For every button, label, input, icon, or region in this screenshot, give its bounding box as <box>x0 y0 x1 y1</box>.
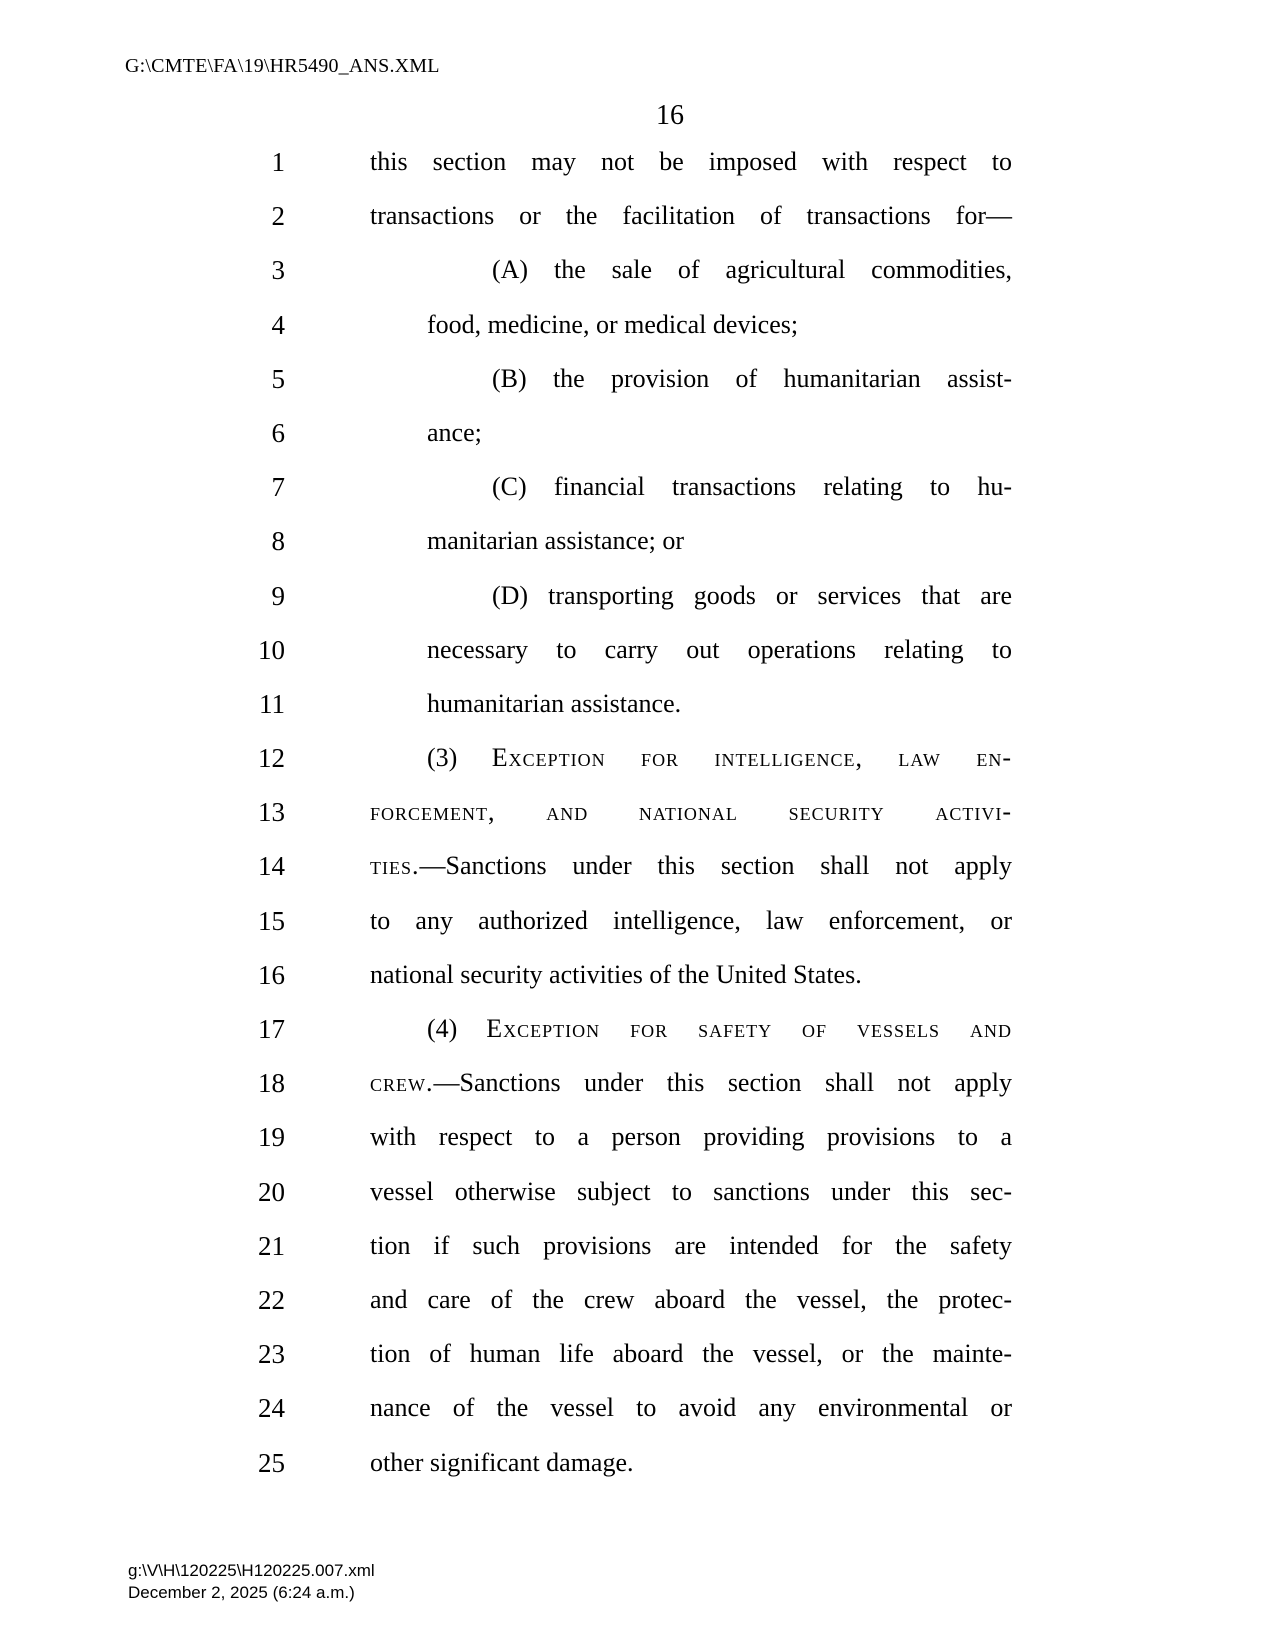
text-segment: (A) the sale of agricultural commodities, <box>492 255 1012 285</box>
line-text <box>370 189 1012 243</box>
small-caps-segment: crew. <box>370 1068 434 1098</box>
small-caps-segment: forcement, and national security activi- <box>370 797 1012 827</box>
line-number: 12 <box>258 743 285 774</box>
line-text <box>370 1381 1012 1435</box>
text-segment: manitarian assistance; or <box>427 526 685 556</box>
text-line <box>0 1002 1275 1056</box>
text-segment: transactions or the facilitation of transactions for— <box>370 201 1012 231</box>
page-number: 16 <box>656 100 684 131</box>
line-text <box>370 135 1012 189</box>
line-number: 7 <box>271 472 285 503</box>
text-segment: tion of human life aboard the vessel, or the mainte- <box>370 1339 1012 1369</box>
line-number: 16 <box>258 959 285 990</box>
small-caps-segment: Exception for safety of vessels and <box>486 1014 1012 1043</box>
line-number: 22 <box>258 1284 285 1315</box>
line-text <box>427 514 1012 568</box>
line-text <box>492 243 1012 297</box>
text-segment: humanitarian assistance. <box>427 688 682 718</box>
text-line <box>0 460 1275 514</box>
text-line <box>0 1273 1275 1327</box>
line-text <box>370 1165 1012 1219</box>
text-line <box>0 623 1275 677</box>
text-segment: national security activities of the United States. <box>370 959 862 989</box>
text-segment: and care of the crew aboard the vessel, the protec- <box>370 1284 1012 1314</box>
line-text <box>492 569 1012 623</box>
line-text <box>370 1056 1012 1110</box>
line-number: 24 <box>258 1393 285 1424</box>
footer-file-path: g:\V\H\120225\H120225.007.xml <box>128 1561 375 1580</box>
line-text <box>427 1002 1012 1056</box>
text-line <box>0 1436 1275 1490</box>
line-number: 19 <box>258 1122 285 1153</box>
text-line <box>0 948 1275 1002</box>
line-number: 25 <box>258 1447 285 1478</box>
small-caps-segment: ties. <box>370 851 420 881</box>
line-number: 6 <box>271 417 285 448</box>
line-number: 13 <box>258 797 285 828</box>
text-line <box>0 243 1275 297</box>
line-number: 17 <box>258 1014 285 1044</box>
footer-timestamp: December 2, 2025 (6:24 a.m.) <box>128 1583 355 1602</box>
text-segment: (3) <box>427 743 492 773</box>
text-segment: vessel otherwise subject to sanctions under this sec- <box>370 1176 1012 1206</box>
line-text <box>427 731 1012 785</box>
text-line <box>0 677 1275 731</box>
line-number: 14 <box>258 851 285 882</box>
text-segment: tion if such provisions are intended for the safety <box>370 1230 1012 1260</box>
line-number: 18 <box>258 1068 285 1099</box>
line-text <box>370 948 1012 1002</box>
text-segment: food, medicine, or medical devices; <box>427 309 799 339</box>
text-segment: nance of the vessel to avoid any environmental or <box>370 1393 1012 1423</box>
text-segment: other significant damage. <box>370 1447 634 1477</box>
text-line <box>0 189 1275 243</box>
line-text <box>370 1110 1012 1164</box>
text-line <box>0 569 1275 623</box>
text-line <box>0 352 1275 406</box>
line-number: 23 <box>258 1339 285 1370</box>
line-text <box>427 298 1012 352</box>
text-line <box>0 298 1275 352</box>
text-segment: —Sanctions under this section shall not apply <box>419 851 1012 881</box>
line-number: 20 <box>258 1176 285 1207</box>
text-line <box>0 894 1275 948</box>
text-line <box>0 1381 1275 1435</box>
line-number: 11 <box>259 688 285 719</box>
text-line <box>0 839 1275 893</box>
small-caps-segment: Exception for intelligence, law en- <box>491 743 1012 773</box>
line-number: 21 <box>258 1230 285 1261</box>
line-text <box>427 406 1012 460</box>
text-line <box>0 135 1275 189</box>
text-line <box>0 731 1275 785</box>
text-line <box>0 1219 1275 1273</box>
text-line <box>0 406 1275 460</box>
line-text <box>370 1436 1012 1490</box>
line-text <box>370 785 1012 839</box>
line-number: 8 <box>271 526 285 557</box>
text-segment: (D) transporting goods or services that are <box>492 580 1012 610</box>
line-number: 1 <box>271 147 285 177</box>
text-segment: to any authorized intelligence, law enforcement, or <box>370 905 1012 935</box>
text-segment: ance; <box>427 417 482 447</box>
text-segment: (B) the provision of humanitarian assist- <box>492 363 1012 393</box>
line-number: 4 <box>271 309 285 340</box>
line-number: 2 <box>271 201 285 232</box>
footer <box>128 1560 375 1604</box>
line-text <box>370 839 1012 893</box>
text-line <box>0 514 1275 568</box>
line-number: 10 <box>258 634 285 665</box>
header-source-path: G:\CMTE\FA\19\HR5490_ANS.XML <box>125 55 440 77</box>
line-text <box>370 1219 1012 1273</box>
text-segment: —Sanctions under this section shall not apply <box>433 1068 1012 1098</box>
text-line <box>0 1165 1275 1219</box>
text-segment: (4) <box>427 1014 487 1043</box>
text-segment: this section may not be imposed with respect to <box>370 147 1012 176</box>
text-segment: (C) financial transactions relating to hu- <box>492 472 1012 502</box>
line-number: 3 <box>271 255 285 286</box>
line-text <box>370 1327 1012 1381</box>
text-segment: necessary to carry out operations relating to <box>427 634 1012 664</box>
line-text <box>370 894 1012 948</box>
text-line <box>0 1056 1275 1110</box>
line-number: 5 <box>271 363 285 394</box>
text-line <box>0 1110 1275 1164</box>
line-text <box>427 623 1012 677</box>
bill-text-lines <box>0 135 1275 1490</box>
text-line <box>0 785 1275 839</box>
line-text <box>370 1273 1012 1327</box>
line-number: 9 <box>271 580 285 611</box>
text-segment: with respect to a person providing provisions to a <box>370 1122 1012 1152</box>
line-text <box>492 460 1012 514</box>
line-text <box>492 352 1012 406</box>
text-line <box>0 1327 1275 1381</box>
line-text <box>427 677 1012 731</box>
line-number: 15 <box>258 905 285 936</box>
